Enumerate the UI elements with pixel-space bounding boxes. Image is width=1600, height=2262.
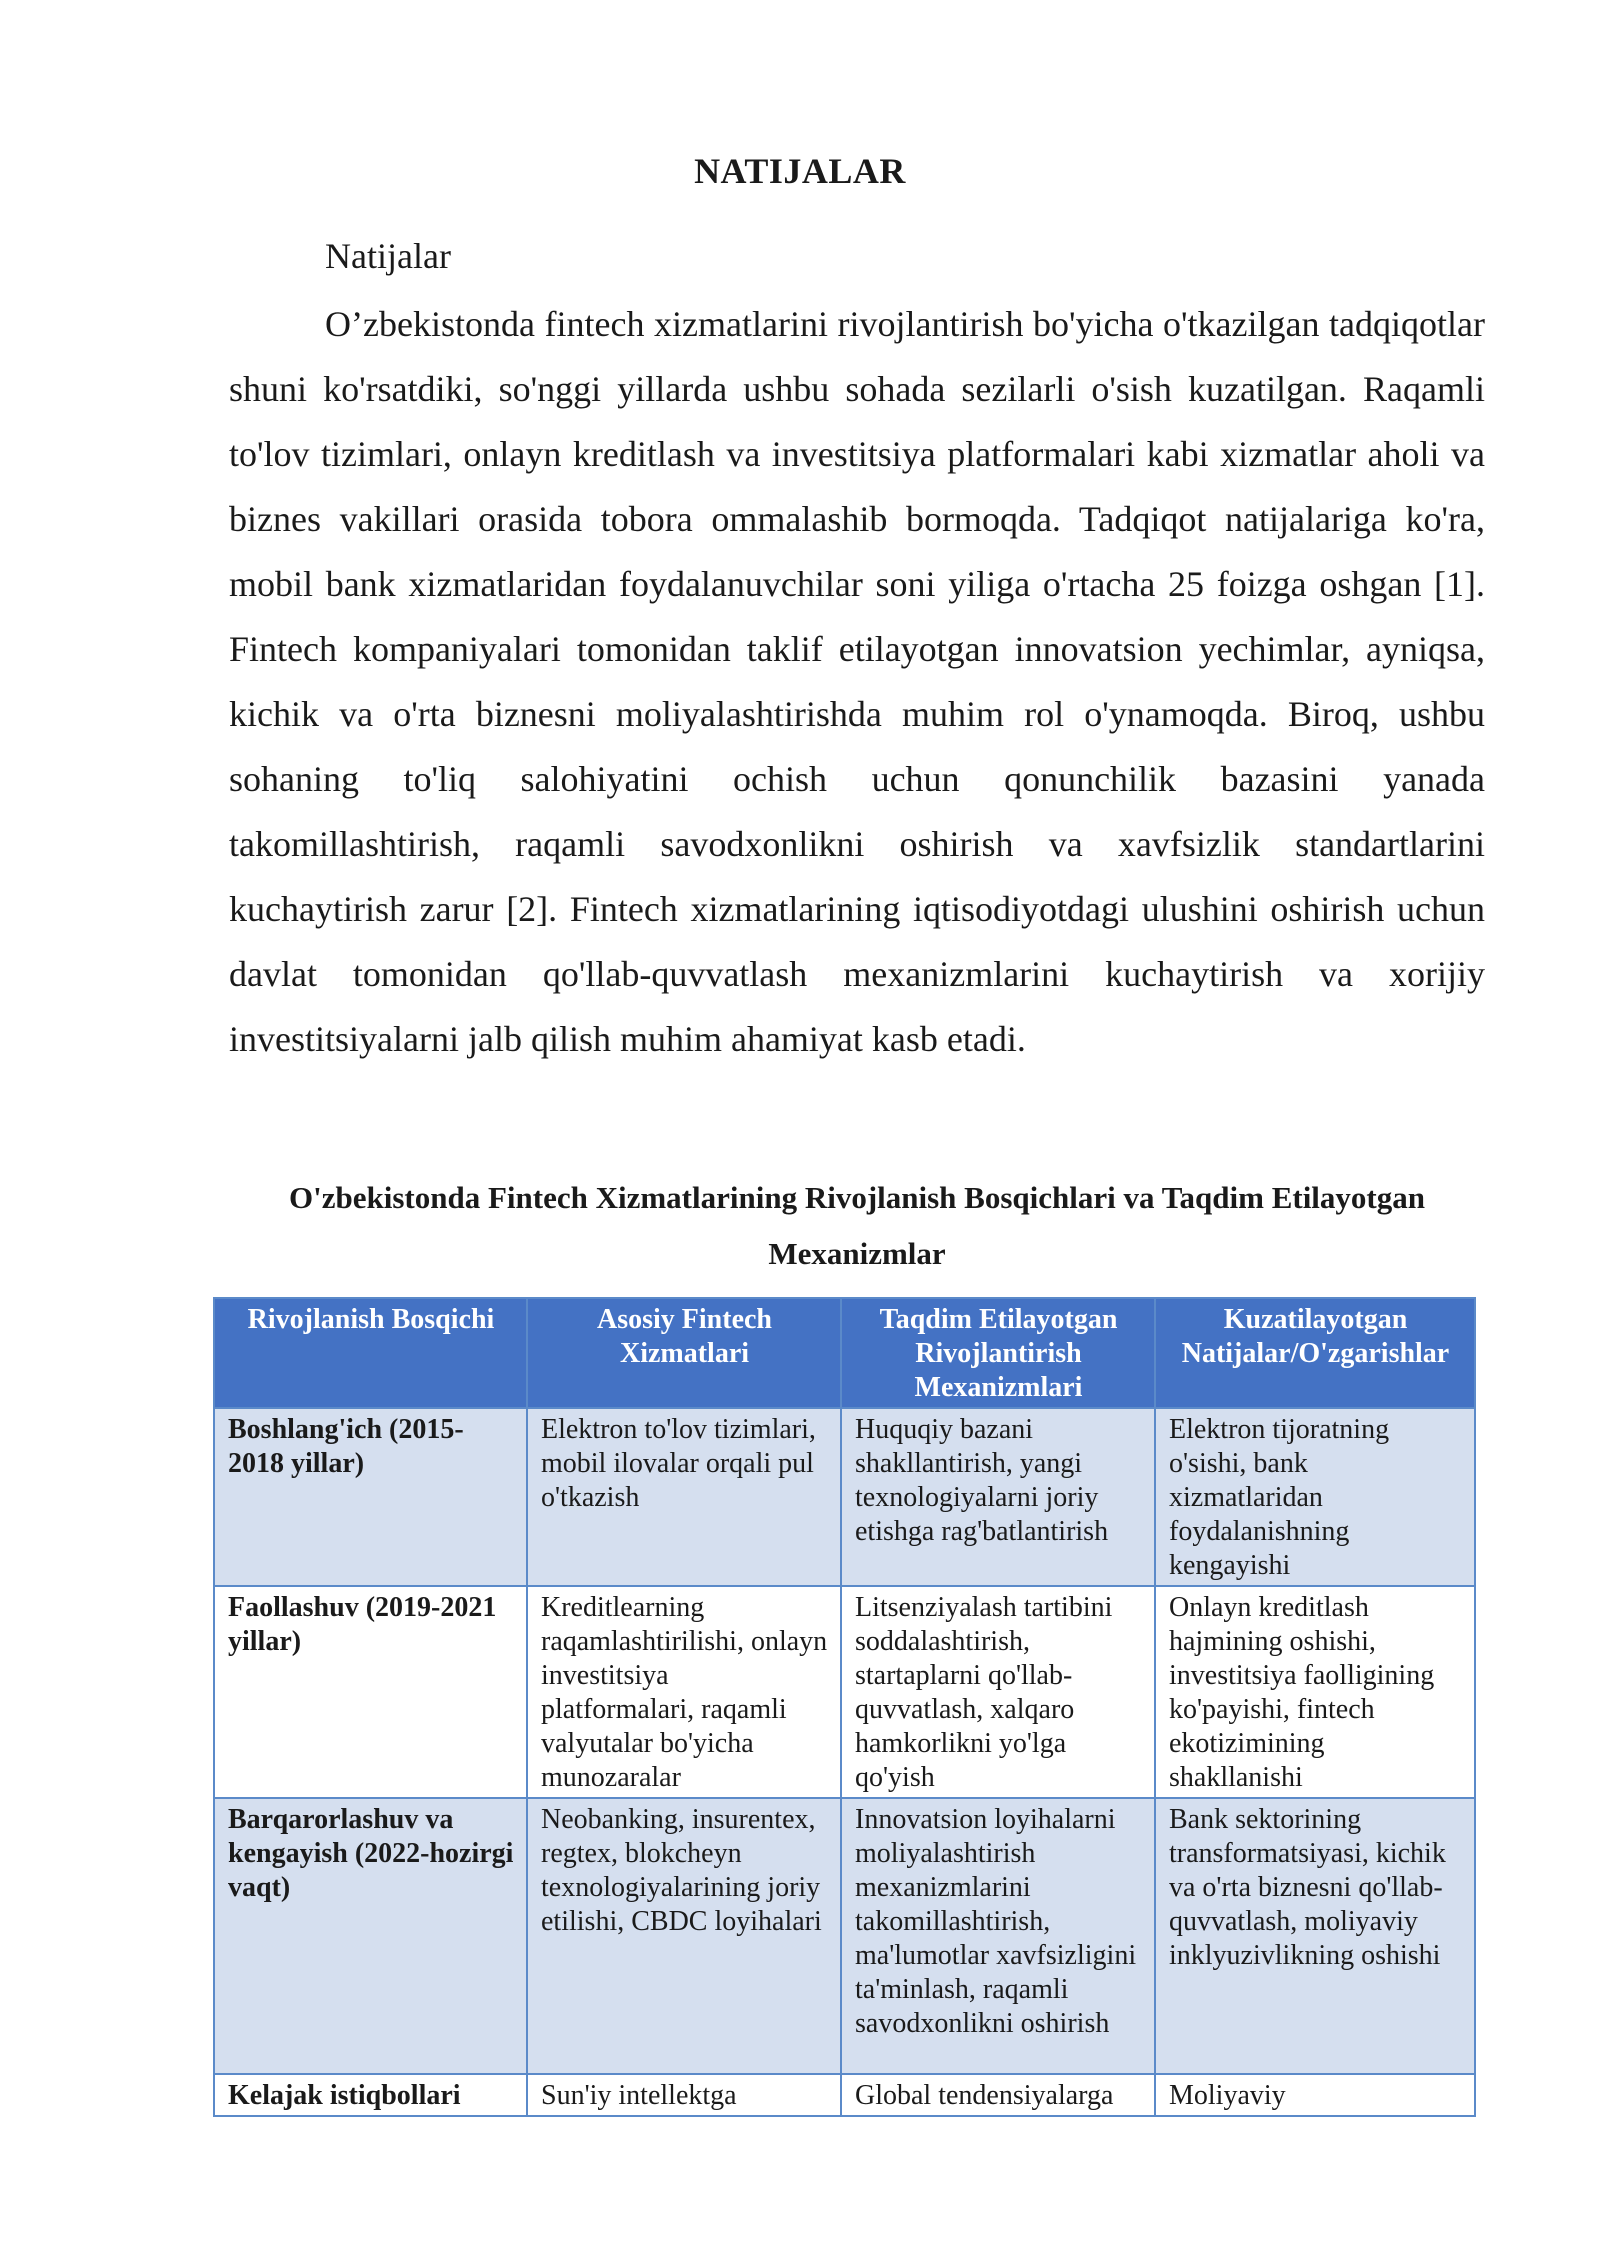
table-cell: Innovatsion loyihalarni moliyalashtirish mexanizmlarini takomillashtirish, ma'lumotlar xavfsizligini ta'minlash, raqamli savodxonlikni oshirish	[841, 1798, 1155, 2074]
column-header: Asosiy Fintech Xizmatlari	[527, 1298, 841, 1408]
table-cell-stage: Faollashuv (2019-2021 yillar)	[214, 1586, 527, 1798]
table-cell: Litsenziyalash tartibini soddalashtirish, startaplarni qo'llab-quvvatlash, xalqaro hamkorlikni yo'lga qo'yish	[841, 1586, 1155, 1798]
section-heading	[0, 150, 1600, 192]
subheading: Natijalar	[325, 236, 451, 276]
table-header-row	[214, 1298, 1475, 1408]
table-row	[214, 1408, 1475, 1586]
table-cell: Global tendensiyalarga	[841, 2074, 1155, 2116]
table-cell: Neobanking, insurentex, regtex, blokcheyn texnologiyalarining joriy etilishi, CBDC loyihalari	[527, 1798, 841, 2074]
table-row	[214, 1798, 1475, 2074]
table-cell-stage: Barqarorlashuv va kengayish (2022-hozirgi vaqt)	[214, 1798, 527, 2074]
column-header: Kuzatilayotgan Natijalar/O'zgarishlar	[1155, 1298, 1475, 1408]
table-row	[214, 1586, 1475, 1798]
section-heading-text: NATIJALAR	[694, 151, 906, 191]
table-cell-stage: Boshlang'ich (2015-2018 yillar)	[214, 1408, 527, 1586]
column-header: Rivojlanish Bosqichi	[214, 1298, 527, 1408]
table-cell: Sun'iy intellektga	[527, 2074, 841, 2116]
table-cell: Elektron to'lov tizimlari, mobil ilovalar orqali pul o'tkazish	[527, 1408, 841, 1586]
body-paragraph: O’zbekistonda fintech xizmatlarini rivojlantirish bo'yicha o'tkazilgan tadqiqotlar shuni ko'rsatdiki, so'nggi yillarda ushbu sohada sezilarli o'sish kuzatilgan. Raqamli to'lov tizimlari, onlayn kreditlash va investitsiya platformalari kabi xizmatlar aholi va biznes vakillari orasida tobora ommalashib bormoqda. Tadqiqot natijalariga ko'ra, mobil bank xizmatlaridan foydalanuvchilar soni yiliga o'rtacha 25 foizga oshgan [1]. Fintech kompaniyalari tomonidan taklif etilayotgan innovatsion yechimlar, ayniqsa, kichik va o'rta biznesni moliyalashtirishda muhim rol o'ynamoqda. Biroq, ushbu sohaning to'liq salohiyatini ochish uchun qonunchilik bazasini yanada takomillashtirish, raqamli savodxonlikni oshirish va xavfsizlik standartlarini kuchaytirish zarur [2]. Fintech xizmatlarining iqtisodiyotdagi ulushini oshirish uchun davlat tomonidan qo'llab-quvvatlash mexanizmlarini kuchaytirish va xorijiy investitsiyalarni jalb qilish muhim ahamiyat kasb etadi.	[229, 304, 1485, 1059]
fintech-stages-table	[213, 1297, 1476, 2117]
table-cell: Kreditlearning raqamlashtirilishi, onlayn investitsiya platformalari, raqamli valyutalar bo'yicha munozaralar	[527, 1586, 841, 1798]
column-header: Taqdim Etilayotgan Rivojlantirish Mexanizmlari	[841, 1298, 1155, 1408]
table-cell-stage: Kelajak istiqbollari	[214, 2074, 527, 2116]
table-title: O'zbekistonda Fintech Xizmatlarining Rivojlanish Bosqichlari va Taqdim Etilayotgan Mexanizmlar	[289, 1180, 1425, 1271]
table-cell: Moliyaviy	[1155, 2074, 1475, 2116]
table-cell: Bank sektorining transformatsiyasi, kichik va o'rta biznesni qo'llab-quvvatlash, moliyaviy inklyuzivlikning oshishi	[1155, 1798, 1475, 2074]
table-cell: Huquqiy bazani shakllantirish, yangi texnologiyalarni joriy etishga rag'batlantirish	[841, 1408, 1155, 1586]
table-cell: Elektron tijoratning o'sishi, bank xizmatlaridan foydalanishning kengayishi	[1155, 1408, 1475, 1586]
table-row	[214, 2074, 1475, 2116]
table-cell: Onlayn kreditlash hajmining oshishi, investitsiya faolligining ko'payishi, fintech ekotizimining shakllanishi	[1155, 1586, 1475, 1798]
